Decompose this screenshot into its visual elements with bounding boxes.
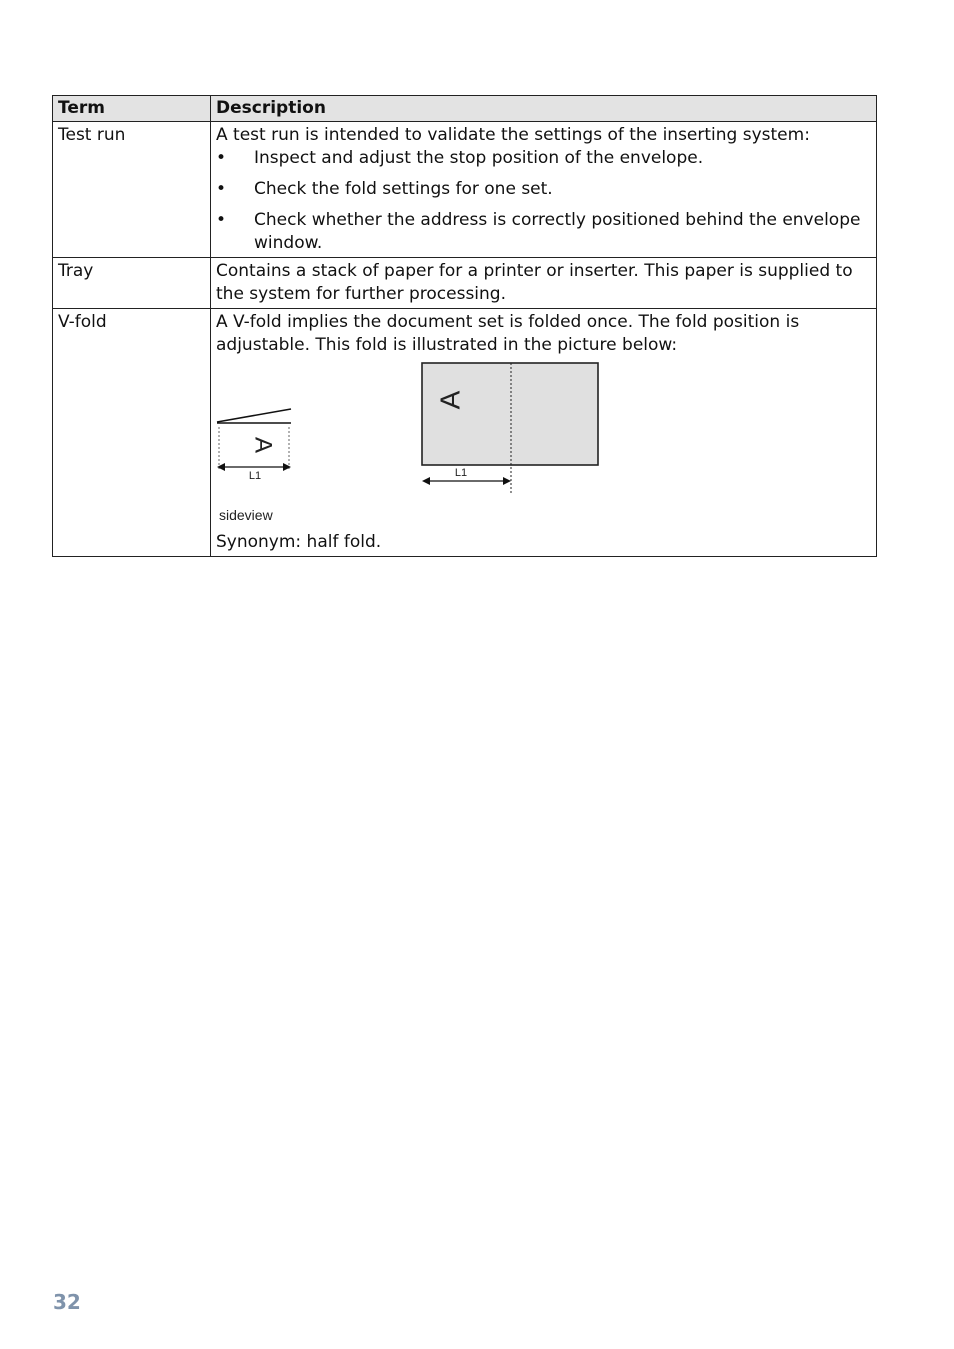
table-row [53,122,877,258]
v-fold-drawing [216,359,616,531]
sheet-letter: A [434,390,466,410]
side-view-letter: A [249,436,277,454]
bullet-marker: • [216,148,227,168]
description-cell: Contains a stack of paper for a printer or inserter. This paper is supplied to the system for further processing. [211,258,877,309]
term-cell: Test run [53,122,211,258]
v-fold-illustration [216,359,870,531]
synonym-text: Synonym: half fold. [216,532,382,552]
arrow-right-icon [283,463,291,471]
glossary-table [52,95,877,557]
list-item [216,209,870,255]
side-view-dimension: L1 [248,470,262,482]
term-column-header: Term [53,96,211,122]
term-cell: Tray [53,258,211,309]
list-item-text: Inspect and adjust the stop position of the envelope. [254,148,704,168]
arrow-left-icon [422,477,430,485]
arrow-right-icon [503,477,511,485]
paper-sheet [422,363,598,465]
arrow-left-icon [217,463,225,471]
description-cell [211,309,877,557]
description-column-header: Description [211,96,877,122]
bullet-marker: • [216,210,227,230]
list-item-text: Check whether the address is correctly positioned behind the envelope window. [254,210,861,253]
list-item-text: Check the fold settings for one set. [254,179,553,199]
page-number: 32 [53,1290,81,1314]
side-view-diagram [217,409,291,482]
table-header-row [53,96,877,122]
description-cell [211,122,877,258]
description-intro: A test run is intended to validate the settings of the inserting system: [216,125,810,145]
list-item [216,147,870,170]
description-text: A V-fold implies the document set is folded once. The fold position is adjustable. This fold is illustrated in the picture below: [216,312,800,355]
sideview-caption: sideview [219,507,273,523]
bullet-marker: • [216,179,227,199]
bullet-list [216,147,870,255]
list-item [216,178,870,201]
table-row [53,309,877,557]
term-cell: V-fold [53,309,211,557]
sheet-diagram [422,363,598,495]
table-row [53,258,877,309]
sheet-dimension: L1 [454,467,468,479]
